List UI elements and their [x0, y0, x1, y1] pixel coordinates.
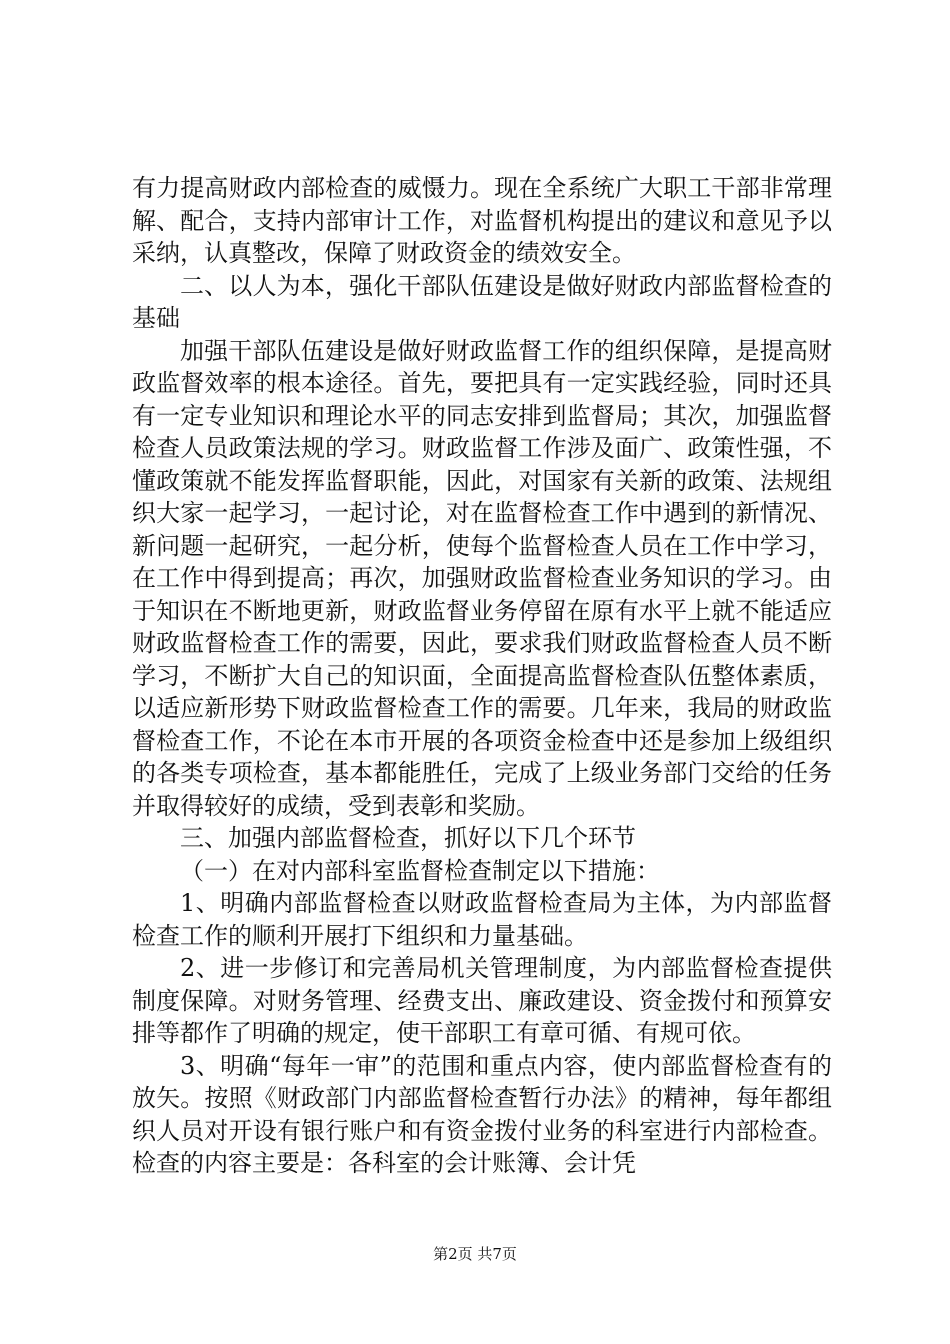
page-number-footer: 第2页 共7页 [433, 1245, 517, 1263]
list-item-1: 1、明确内部监督检查以财政监督检查局为主体，为内部监督检查工作的顺利开展打下组织和力量基础。 [132, 889, 832, 950]
subsection-heading-1: （一）在对内部科室监督检查制定以下措施： [180, 856, 660, 885]
list-item-3: 3、明确“每年一审”的范围和重点内容，使内部监督检查有的放矢。按照《财政部门内部监督检查暂行办法》的精神，每年都组织人员对开设有银行账户和有资金拨付业务的科室进行内部检查。检查的内容主要是：各科室的会计账簿、会计凭 [132, 1051, 832, 1177]
section-heading-2: 二、以人为本，强化干部队伍建设是做好财政内部监督检查的基础 [132, 271, 832, 332]
paragraph-1: 有力提高财政内部检查的威慑力。现在全系统广大职工干部非常理解、配合，支持内部审计工作，对监督机构提出的建议和意见予以采纳，认真整改，保障了财政资金的绩效安全。 [132, 174, 832, 267]
section-heading-3: 三、加强内部监督检查，抓好以下几个环节 [180, 824, 636, 852]
paragraph-3: 加强干部队伍建设是做好财政监督工作的组织保障，是提高财政监督效率的根本途径。首先，要把具有一定实践经验，同时还具有一定专业知识和理论水平的同志安排到监督局；其次，加强监督检查人员政策法规的学习。财政监督工作涉及面广、政策性强，不懂政策就不能发挥监督职能，因此，对国家有关新的政策、法规组织大家一起学习，一起讨论，对在监督检查工作中遇到的新情况、新问题一起研究，一起分析，使每个监督检查人员在工作中学习，在工作中得到提高；再次，加强财政监督检查业务知识的学习。由于知识在不断地更新，财政监督业务停留在原有水平上就不能适应财政监督检查工作的需要，因此，要求我们财政监督检查人员不断学习，不断扩大自己的知识面，全面提高监督检查队伍整体素质，以适应新形势下财政监督检查工作的需要。几年来，我局的财政监督检查工作，不论在本市开展的各项资金检查中还是参加上级组织的各类专项检查，基本都能胜任，完成了上级业务部门交给的任务并取得较好的成绩，受到表彰和奖励。 [132, 336, 832, 820]
list-item-2: 2、进一步修订和完善局机关管理制度，为内部监督检查提供制度保障。对财务管理、经费支出、廉政建设、资金拨付和预算安排等都作了明确的规定，使干部职工有章可循、有规可依。 [132, 954, 832, 1047]
document-body [132, 172, 832, 1180]
